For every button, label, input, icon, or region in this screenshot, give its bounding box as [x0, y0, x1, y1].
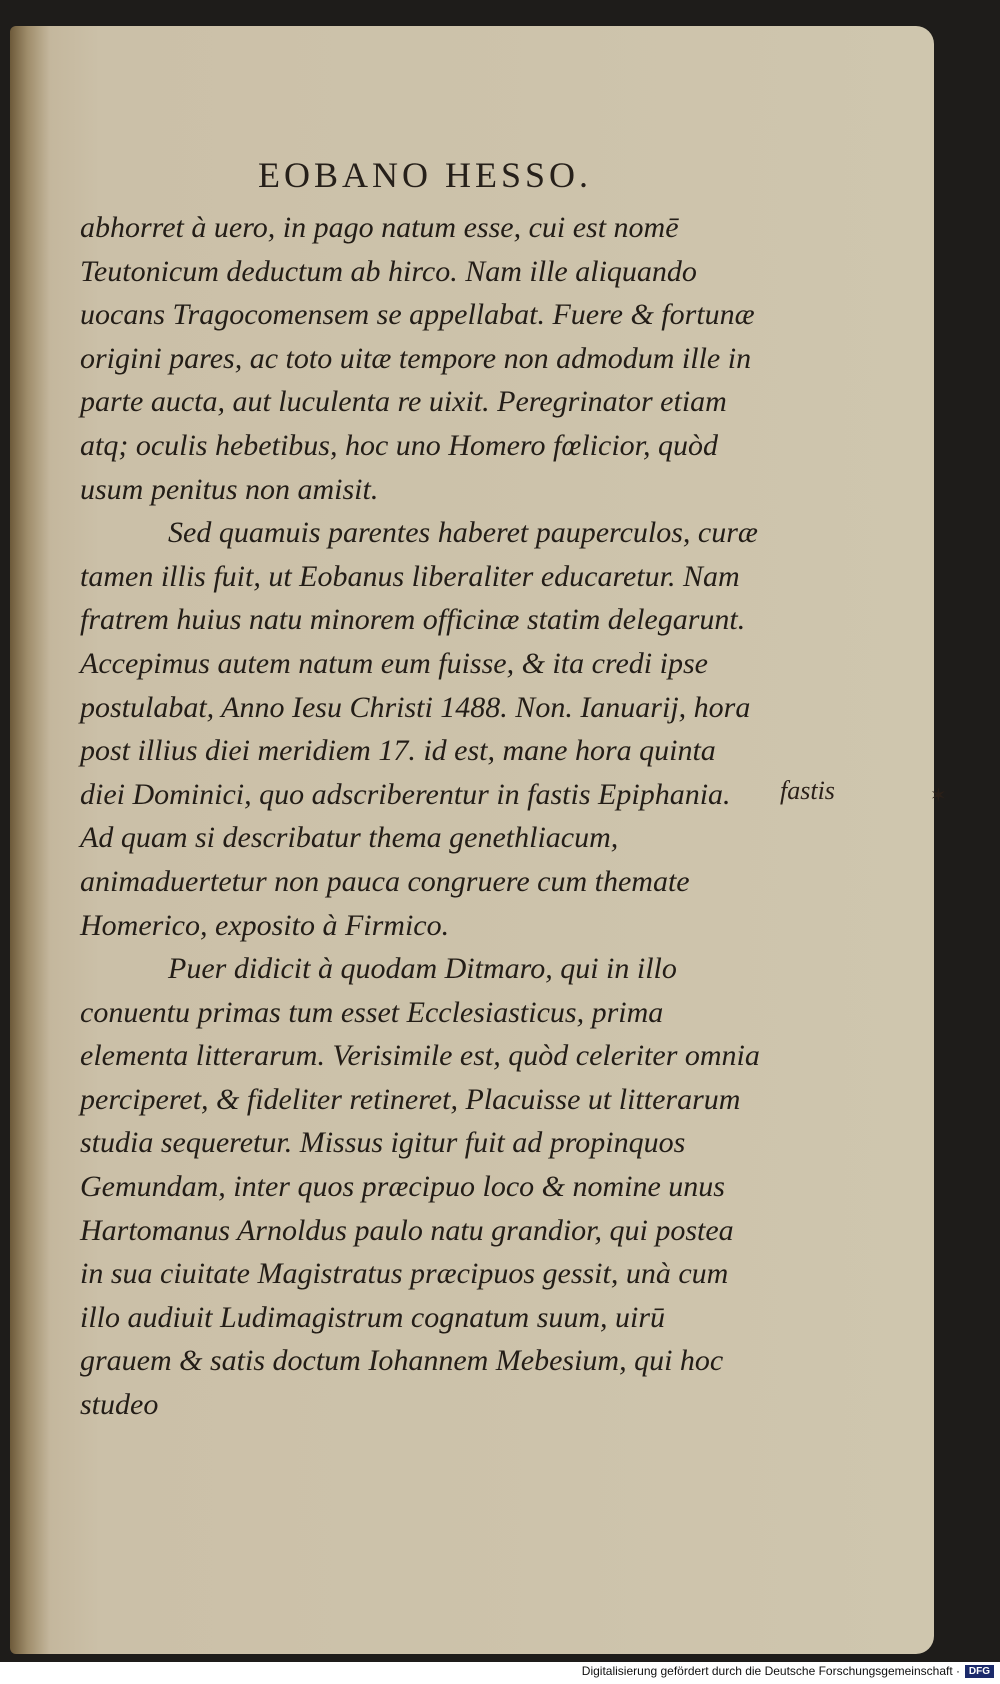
marginal-annotation: fastis	[780, 776, 835, 805]
dfg-logo-icon: DFG	[965, 1665, 994, 1678]
running-head: EOBANO HESSO.	[257, 155, 593, 195]
book-page	[10, 26, 947, 1654]
paragraph-3: Puer didicit à quodam Ditmaro, qui in illo conuentu primas tum esset Ecclesiasticus, prima elementa litterarum. Verisimile est, quòd celeriter omnia perciperet, & fideliter retineret, Placuisse ut litterarum studia sequeretur. Missus igitur fuit ad propinquos Gemundam, inter quos præcipuo loco & nomine unus Hartomanus Arnoldus paulo natu grandior, qui postea in sua ciuitate Magistratus præcipuos gessit, unà cum illo audiuit Ludimagistrum cognatum suum, uirū grauem & satis doctum Iohannem Mebesium, qui hoc studeo	[80, 952, 760, 1422]
body-text	[80, 206, 760, 1427]
margin-mark: ✶	[930, 783, 947, 807]
footer-credit: Digitalisierung gefördert durch die Deutsche Forschungsgemeinschaft ·	[581, 1664, 960, 1678]
paragraph-2: Sed quamuis parentes haberet pauperculos, curæ tamen illis fuit, ut Eobanus liberaliter educaretur. Nam fratrem huius natu minorem officinæ statim delegarunt. Accepimus autem natum eum fuisse, & ita credi ipse postulabat, Anno Iesu Christi 1488. Non. Ianuarij, hora post illius diei meridiem 17. id est, mane hora quinta diei Dominici, quo adscriberentur in fastis Epiphania. Ad quam si describatur thema genethliacum, animaduertetur non pauca congruere cum themate Homerico, exposito à Firmico.	[80, 516, 758, 942]
paragraph-1: abhorret à uero, in pago natum esse, cui est nomē Teutonicum deductum ab hirco. Nam ille aliquando uocans Tragocomensem se appellabat. Fuere & fortunæ origini pares, ac toto uitæ tempore non admodum ille in parte aucta, aut luculenta re uixit. Peregrinator etiam atq; oculis hebetibus, hoc uno Homero fœlicior, quòd usum penitus non amisit.	[80, 211, 755, 506]
footer-bar	[0, 1662, 1000, 1684]
